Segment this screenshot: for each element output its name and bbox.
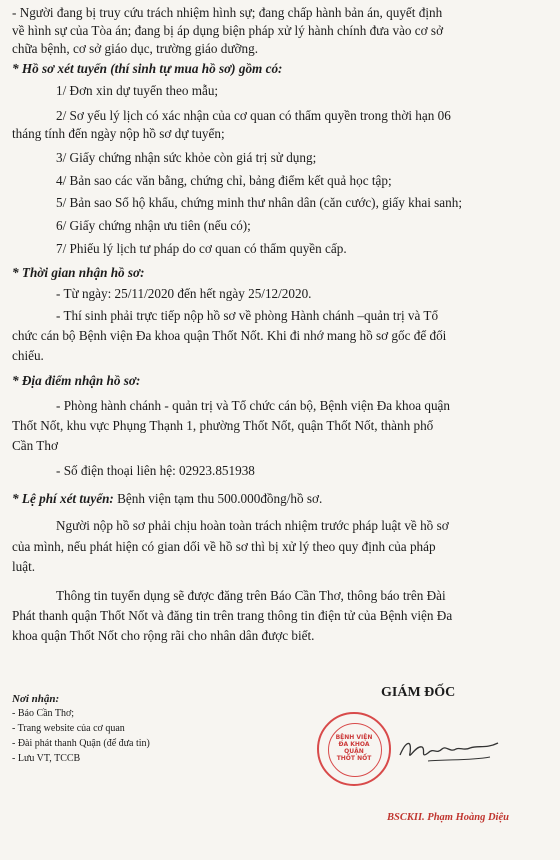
text-line: - Từ ngày: 25/11/2020 đến hết ngày 25/12/2020. <box>56 286 312 301</box>
seal-line: ĐA KHOA <box>338 741 370 748</box>
text-line: tháng tính đến ngày nộp hồ sơ dự tuyển; <box>12 126 225 141</box>
list-item: 7/ Phiếu lý lịch tư pháp do cơ quan có thẩm quyền cấp. <box>56 241 347 256</box>
seal-line: BỆNH VIỆN <box>335 734 373 741</box>
list-item: 4/ Bản sao các văn bằng, chứng chỉ, bảng điểm kết quả học tập; <box>56 173 392 188</box>
seal-line: QUẬN <box>344 748 364 755</box>
signer-name: BSCKII. Phạm Hoàng Diệu <box>387 812 509 823</box>
fee-label: * Lệ phí xét tuyển: <box>12 491 114 506</box>
list-item: 1/ Đơn xin dự tuyển theo mẫu; <box>56 83 219 98</box>
fee-line <box>12 490 560 507</box>
seal-text <box>319 734 389 762</box>
text-line: Người nộp hồ sơ phải chịu hoàn toàn trách nhiệm trước pháp luật về hồ sơ <box>56 518 449 533</box>
fee-text: Bệnh viện tạm thu 500.000đồng/hồ sơ. <box>113 491 323 506</box>
recipient-item: - Đài phát thanh Quận (để đưa tin) <box>12 738 150 749</box>
section-heading-documents: * Hồ sơ xét tuyển (thí sinh tự mua hồ sơ) gồm có: <box>12 61 283 76</box>
list-item: 2/ Sơ yếu lý lịch có xác nhận của cơ quan có thẩm quyền trong thời hạn 06 <box>56 108 451 123</box>
list-item: 3/ Giấy chứng nhận sức khỏe còn giá trị sử dụng; <box>56 150 317 165</box>
signer-title: GIÁM ĐỐC <box>381 685 456 700</box>
text-line: của mình, nếu phát hiện có gian dối về hồ sơ thì bị xử lý theo quy định của pháp <box>12 539 436 554</box>
text-line: Thông tin tuyển dụng sẽ được đăng trên Báo Cần Thơ, thông báo trên Đài <box>56 588 446 603</box>
text-line: chức cán bộ Bệnh viện Đa khoa quận Thốt Nốt. Khi đi nhớ mang hồ sơ gốc để đối <box>12 328 447 343</box>
seal-line: THỐT NỐT <box>336 755 372 762</box>
recipient-item: - Báo Cần Thơ; <box>12 708 75 719</box>
list-item: 5/ Bản sao Sổ hộ khẩu, chứng minh thư nhân dân (căn cước), giấy khai sanh; <box>56 195 463 210</box>
text-line: về hình sự của Tòa án; đang bị áp dụng biện pháp xử lý hành chính đưa vào cơ sở <box>12 23 444 38</box>
recipient-item: - Lưu VT, TCCB <box>12 753 81 764</box>
text-line: khoa quận Thốt Nốt cho rộng rãi cho nhân dân được biết. <box>12 628 315 643</box>
text-line: Cần Thơ <box>12 438 58 453</box>
text-line: chiếu. <box>12 348 44 363</box>
text-line: chữa bệnh, cơ sở giáo dục, trường giáo dưỡng. <box>12 41 258 56</box>
section-heading-time: * Thời gian nhận hồ sơ: <box>12 265 145 280</box>
text-line: Thốt Nốt, khu vực Phụng Thạnh 1, phường Thốt Nốt, quận Thốt Nốt, thành phố <box>12 418 434 433</box>
recipient-item: - Trang website của cơ quan <box>12 723 125 734</box>
text-line: - Phòng hành chánh - quản trị và Tổ chức cán bộ, Bệnh viện Đa khoa quận <box>56 398 450 413</box>
phone-line: - Số điện thoại liên hệ: 02923.851938 <box>56 463 255 478</box>
handwritten-signature <box>398 731 502 771</box>
list-item: 6/ Giấy chứng nhận ưu tiên (nếu có); <box>56 218 251 233</box>
text-line: - Người đang bị truy cứu trách nhiệm hình sự; đang chấp hành bản án, quyết định <box>12 5 443 20</box>
official-seal <box>317 712 391 786</box>
text-line: Phát thanh quận Thốt Nốt và đăng tin trên trang thông tin điện tử của Bệnh viện Đa <box>12 608 453 623</box>
recipients-heading: Nơi nhận: <box>12 693 60 705</box>
text-line: luật. <box>12 559 36 574</box>
text-line: - Thí sinh phải trực tiếp nộp hồ sơ về phòng Hành chánh –quản trị và Tổ <box>56 308 439 323</box>
section-heading-location: * Địa điểm nhận hồ sơ: <box>12 373 141 388</box>
